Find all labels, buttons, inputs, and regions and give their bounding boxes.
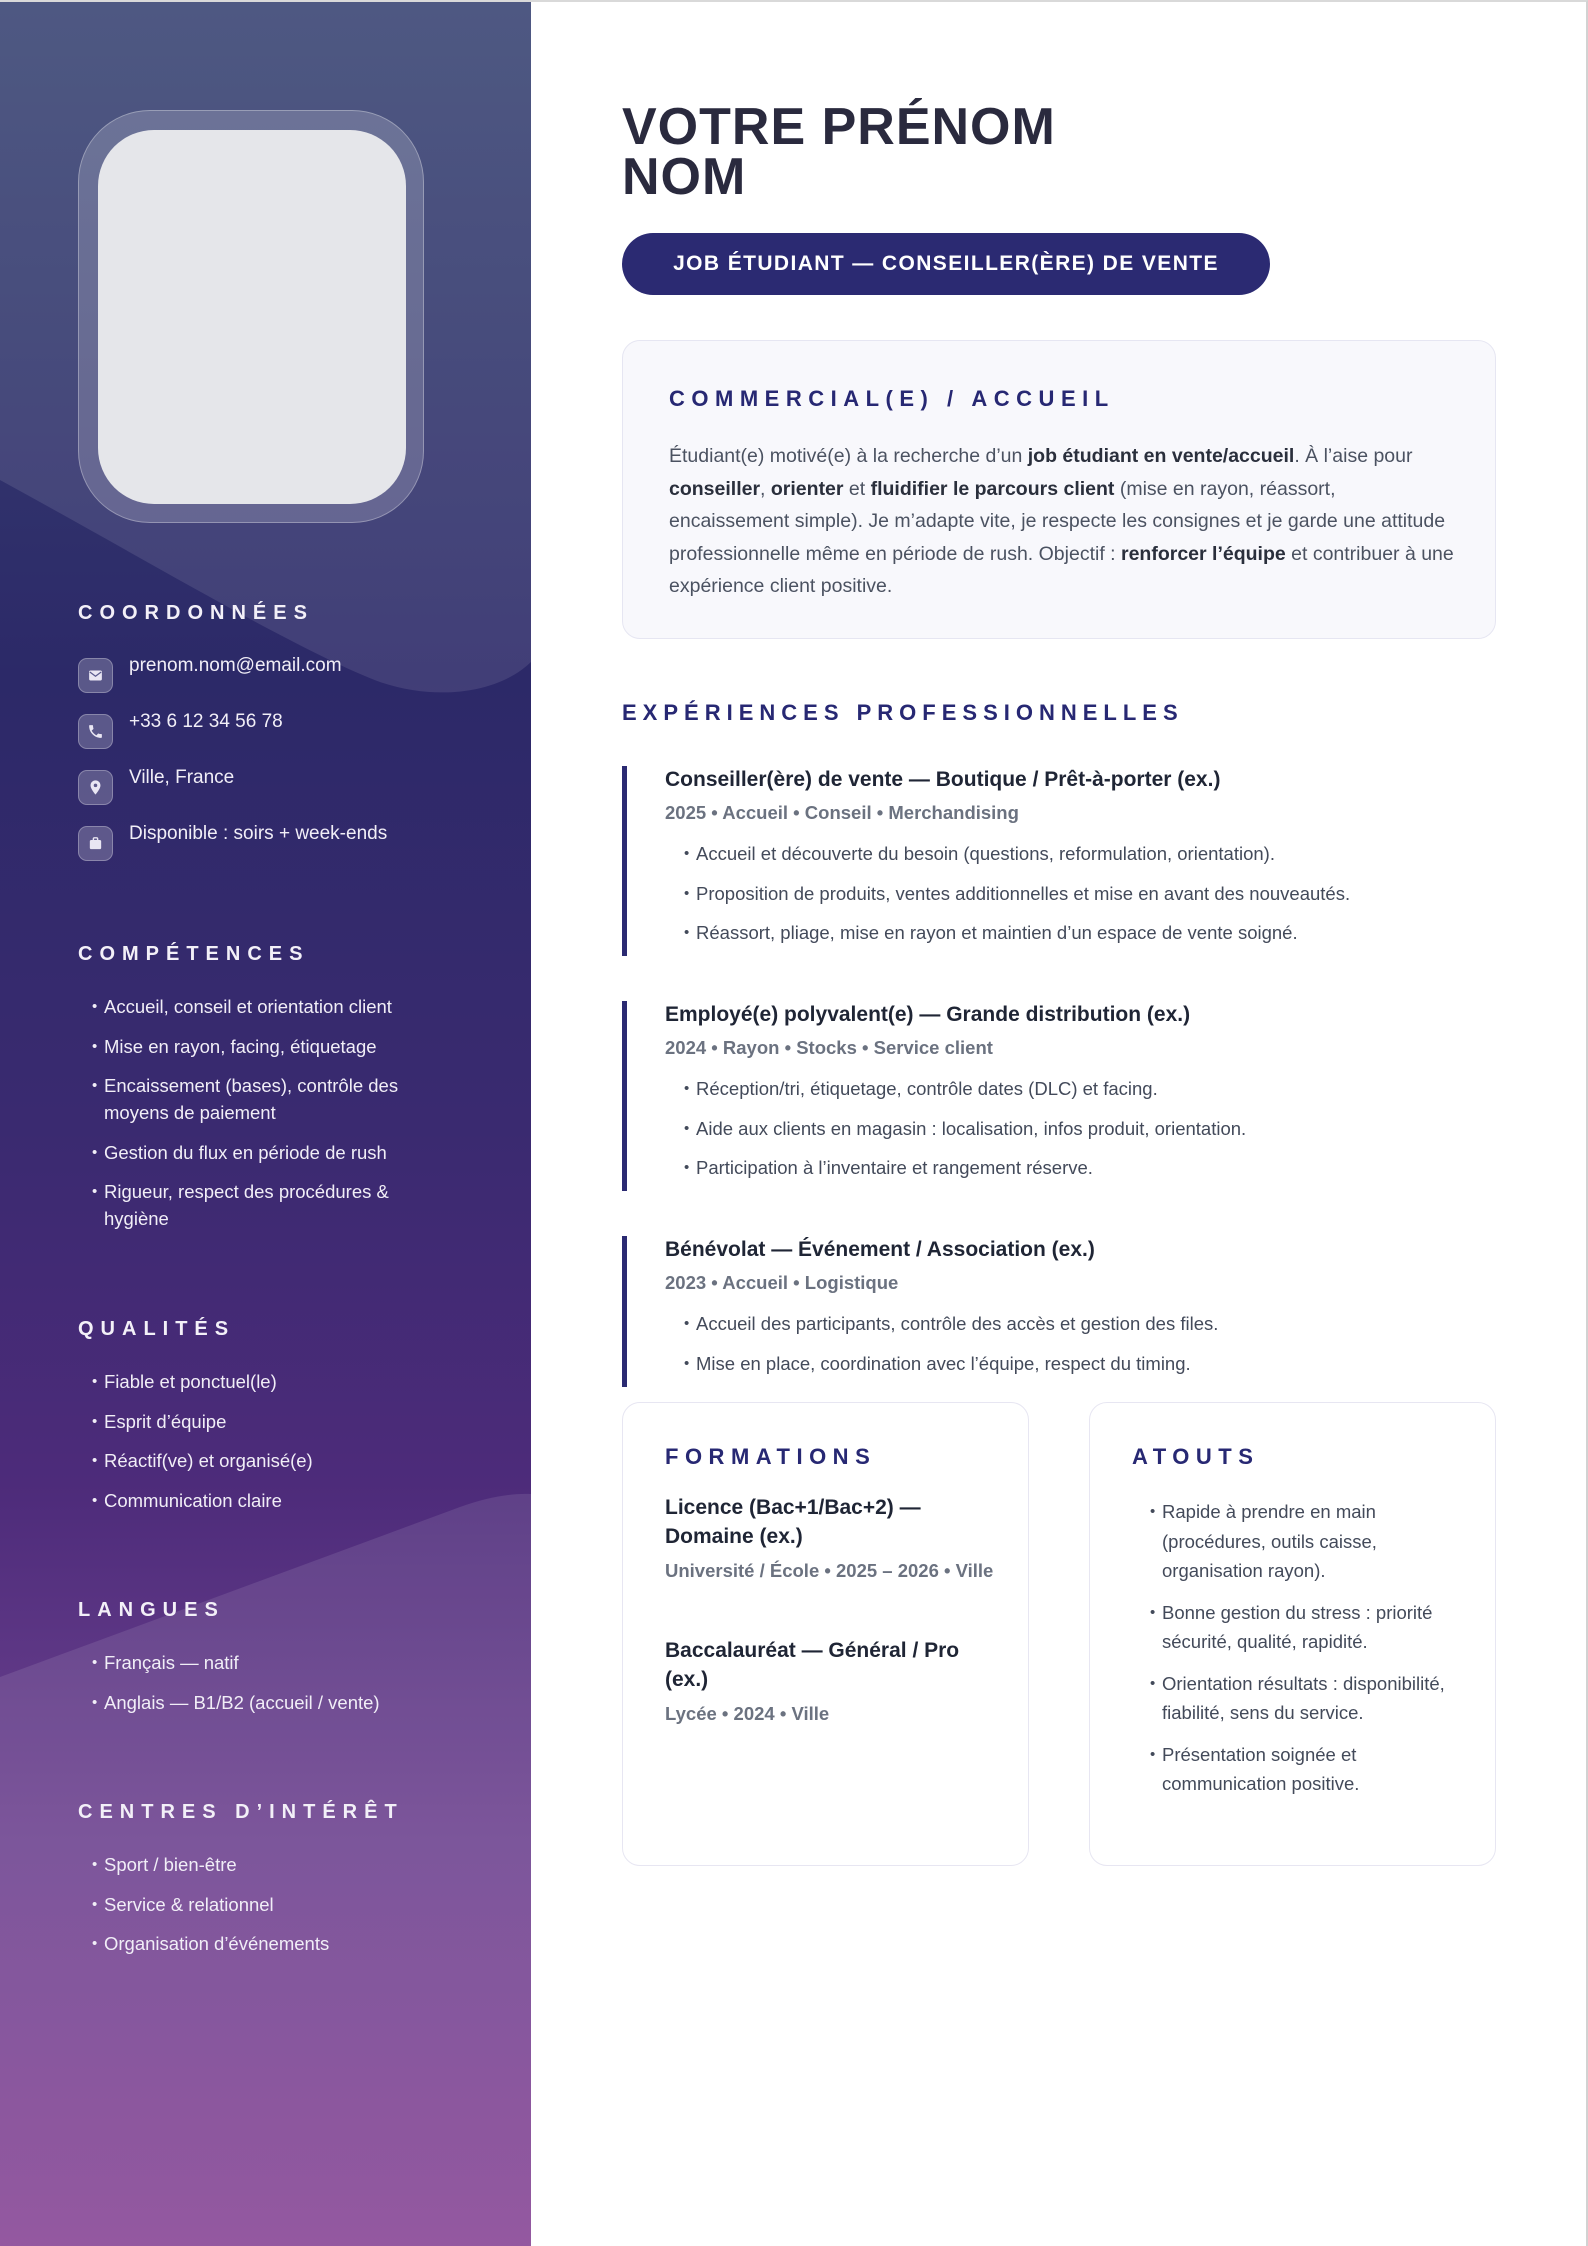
quality-item: • Esprit d’équipe: [92, 1408, 498, 1435]
interests-list: [92, 1851, 498, 1957]
job-title: Conseiller(ère) de vente — Boutique / Prêt-à-porter (ex.): [665, 768, 1221, 791]
qualities-list: [92, 1368, 498, 1514]
location-text: Ville, France: [129, 767, 235, 788]
summary-text: [669, 440, 1459, 603]
job-bullets: [684, 1076, 1496, 1181]
main-content: [622, 2, 1496, 2246]
language-item: • Anglais — B1/B2 (accueil / vente): [92, 1689, 498, 1716]
education-title: FORMATIONS: [665, 1444, 877, 1469]
summary-segment: Étudiant(e) motivé(e) à la recherche d’un: [669, 445, 1028, 467]
summary-card: [622, 340, 1496, 639]
skills-section: [78, 943, 498, 1245]
strength-item: • Présentation soignée et communication positive.: [1150, 1740, 1460, 1799]
mail-icon: [78, 658, 113, 693]
experience-item: [622, 1001, 1496, 1191]
experience-item: [622, 1236, 1496, 1387]
photo-frame: [78, 110, 424, 523]
job-title-pill: JOB ÉTUDIANT — CONSEILLER(ÈRE) DE VENTE: [622, 233, 1270, 295]
education-item: [665, 1494, 995, 1583]
strengths-card: [1089, 1402, 1496, 1866]
summary-emphasis: renforcer l’équipe: [1121, 542, 1286, 565]
job-bullet: • Mise en place, coordination avec l’équipe, respect du timing.: [684, 1351, 1496, 1377]
briefcase-icon: [78, 826, 113, 861]
job-meta: 2023 • Accueil • Logistique: [665, 1272, 899, 1293]
interests-title: CENTRES D’INTÉRÊT: [78, 1801, 404, 1823]
qualities-section: [78, 1318, 498, 1526]
strength-item: • Orientation résultats : disponibilité, fiabilité, sens du service.: [1150, 1669, 1460, 1728]
sidebar: [0, 2, 531, 2246]
strengths-list: [1150, 1497, 1460, 1811]
job-meta: 2025 • Accueil • Conseil • Merchandising: [665, 802, 1019, 823]
job-bullet: • Participation à l’inventaire et rangement réserve.: [684, 1155, 1496, 1181]
contact-phone[interactable]: [78, 711, 498, 749]
interest-item: • Organisation d’événements: [92, 1930, 498, 1957]
education-item: [665, 1637, 995, 1726]
skill-item: • Gestion du flux en période de rush: [92, 1139, 498, 1166]
availability-text: Disponible : soirs + week-ends: [129, 823, 388, 844]
interest-item: • Service & relationnel: [92, 1891, 498, 1918]
location-pin-icon: [78, 770, 113, 805]
job-bullet: • Accueil des participants, contrôle des accès et gestion des files.: [684, 1311, 1496, 1337]
name-line-2: NOM: [622, 148, 747, 206]
phone-icon: [78, 714, 113, 749]
skill-item: • Encaissement (bases), contrôle des moyens de paiement: [92, 1072, 422, 1126]
skill-item: • Rigueur, respect des procédures & hygiène: [92, 1178, 422, 1232]
summary-segment: ,: [760, 477, 771, 500]
interest-item: • Sport / bien-être: [92, 1851, 498, 1878]
email-text: prenom.nom@email.com: [129, 655, 342, 676]
job-bullet: • Aide aux clients en magasin : localisation, infos produit, orientation.: [684, 1116, 1496, 1142]
summary-emphasis: conseiller: [669, 477, 761, 500]
interests-section: [78, 1801, 498, 1970]
job-title: Employé(e) polyvalent(e) — Grande distribution (ex.): [665, 1003, 1191, 1026]
summary-emphasis: job étudiant en vente/accueil: [1027, 445, 1295, 467]
contact-location: [78, 767, 498, 805]
phone-text: +33 6 12 34 56 78: [129, 711, 283, 732]
contact-email[interactable]: [78, 655, 498, 693]
summary-segment: (mise en rayon, réassort, encaissement simple). Je m’adapte vite, je respecte les consignes et je garde une attitude professionnelle même en période de rush. Objectif :: [669, 477, 1446, 565]
contact-title: COORDONNÉES: [78, 602, 314, 624]
languages-section: [78, 1599, 498, 1728]
summary-segment: et contribuer à une expérience client positive.: [669, 542, 1454, 597]
education-card: [622, 1402, 1029, 1866]
summary-title: COMMERCIAL(E) / ACCUEIL: [669, 386, 1115, 411]
name-line-1: VOTRE PRÉNOM: [622, 98, 1056, 156]
contact-section: [78, 602, 498, 882]
languages-title: LANGUES: [78, 1599, 225, 1621]
job-bullets: [684, 841, 1496, 946]
experience-title: EXPÉRIENCES PROFESSIONNELLES: [622, 700, 1184, 725]
skills-list: [92, 993, 498, 1232]
summary-segment: et: [843, 477, 871, 500]
quality-item: • Communication claire: [92, 1487, 498, 1514]
candidate-name: [622, 98, 1322, 206]
skills-title: COMPÉTENCES: [78, 943, 310, 965]
education-meta: Lycée • 2024 • Ville: [665, 1703, 830, 1724]
language-item: • Français — natif: [92, 1649, 498, 1676]
job-bullets: [684, 1311, 1496, 1377]
education-meta: Université / École • 2025 – 2026 • Ville: [665, 1560, 994, 1581]
experience-item: [622, 766, 1496, 956]
job-title: Bénévolat — Événement / Association (ex.): [665, 1238, 1095, 1261]
job-meta: 2024 • Rayon • Stocks • Service client: [665, 1037, 993, 1058]
job-bullet: • Réassort, pliage, mise en rayon et maintien d’un espace de vente soigné.: [684, 920, 1496, 946]
summary-segment: . À l’aise pour: [1294, 445, 1413, 467]
education-degree: Licence (Bac+1/Bac+2) — Domaine (ex.): [665, 1496, 921, 1548]
strength-item: • Rapide à prendre en main (procédures, outils caisse, organisation rayon).: [1150, 1497, 1460, 1586]
quality-item: • Réactif(ve) et organisé(e): [92, 1447, 498, 1474]
qualities-title: QUALITÉS: [78, 1318, 236, 1340]
languages-list: [92, 1649, 498, 1716]
strength-item: • Bonne gestion du stress : priorité sécurité, qualité, rapidité.: [1150, 1598, 1460, 1657]
quality-item: • Fiable et ponctuel(le): [92, 1368, 498, 1395]
skill-item: • Mise en rayon, facing, étiquetage: [92, 1033, 498, 1060]
profile-photo-placeholder[interactable]: [98, 130, 406, 504]
job-bullet: • Proposition de produits, ventes additionnelles et mise en avant des nouveautés.: [684, 881, 1496, 907]
job-bullet: • Accueil et découverte du besoin (questions, reformulation, orientation).: [684, 841, 1496, 867]
summary-emphasis: fluidifier le parcours client: [870, 477, 1115, 500]
education-degree: Baccalauréat — Général / Pro (ex.): [665, 1639, 960, 1691]
strengths-title: ATOUTS: [1132, 1444, 1260, 1469]
job-bullet: • Réception/tri, étiquetage, contrôle dates (DLC) et facing.: [684, 1076, 1496, 1102]
skill-item: • Accueil, conseil et orientation client: [92, 993, 498, 1020]
summary-emphasis: orienter: [770, 477, 844, 500]
contact-availability: [78, 823, 498, 861]
